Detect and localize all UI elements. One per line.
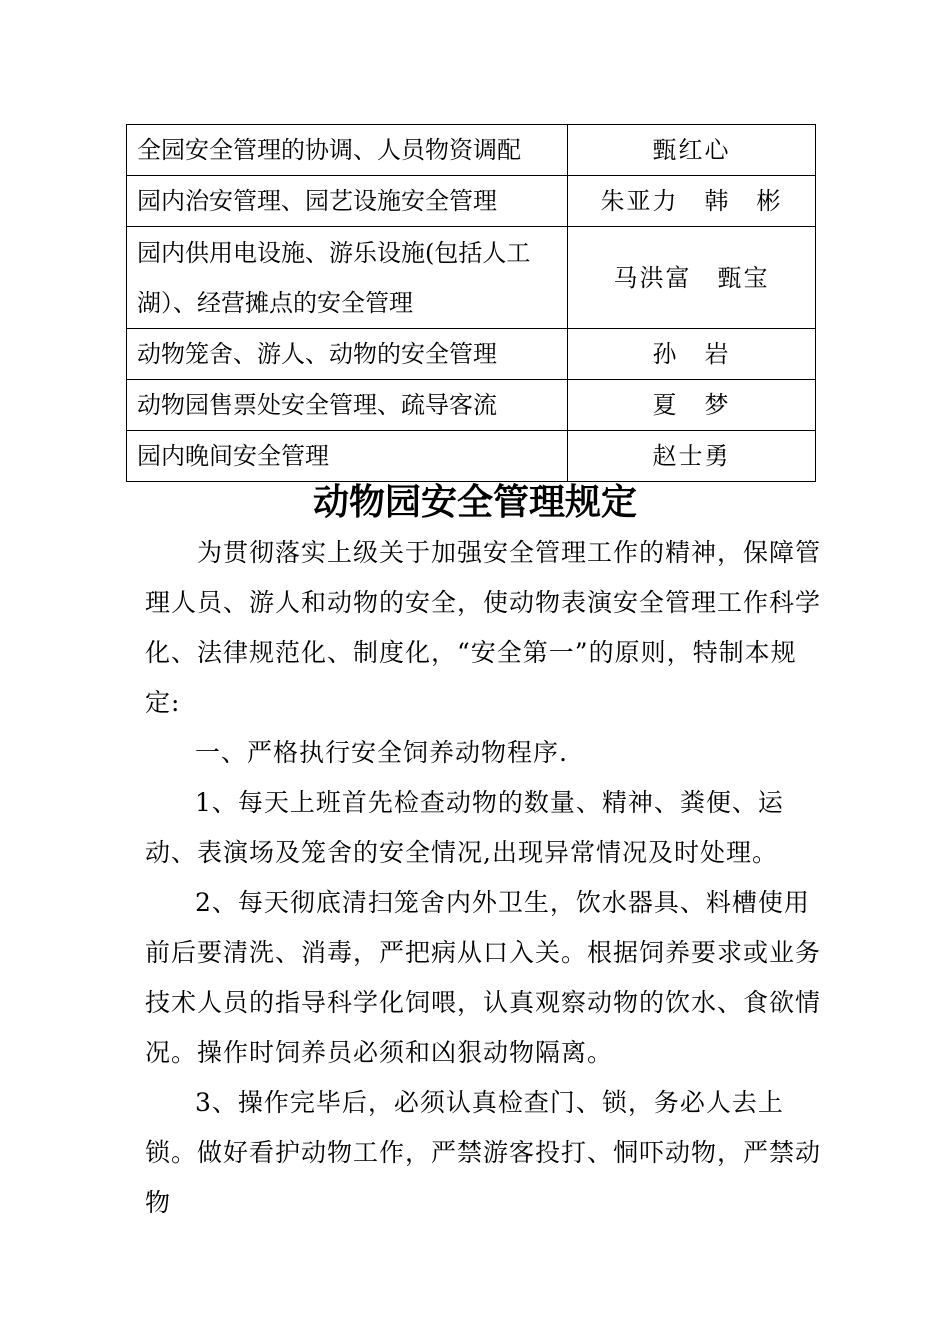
person-cell: 夏 梦 xyxy=(568,380,816,431)
person-cell: 甄红心 xyxy=(568,125,816,176)
table-row xyxy=(127,431,816,482)
task-cell: 园内治安管理、园艺设施安全管理 xyxy=(127,176,568,227)
task-cell: 全园安全管理的协调、人员物资调配 xyxy=(127,125,568,176)
document-body xyxy=(145,528,825,1228)
table-row xyxy=(127,176,816,227)
duty-assignment-table xyxy=(126,124,816,482)
task-cell: 园内晚间安全管理 xyxy=(127,431,568,482)
table-row xyxy=(127,380,816,431)
table-row xyxy=(127,125,816,176)
person-cell: 赵士勇 xyxy=(568,431,816,482)
task-cell: 动物园售票处安全管理、疏导客流 xyxy=(127,380,568,431)
paragraph: 2、每天彻底清扫笼舍内外卫生，饮水器具、料槽使用前后要清洗、消毒，严把病从口入关。根据饲养要求或业务技术人员的指导科学化饲喂，认真观察动物的饮水、食欲情况。操作时饲养员必须和凶狠动物隔离。 xyxy=(145,888,822,1067)
task-cell: 园内供用电设施、游乐设施(包括人工湖）、经营摊点的安全管理 xyxy=(127,227,568,329)
person-cell: 朱亚力 韩 彬 xyxy=(568,176,816,227)
table-row xyxy=(127,227,816,329)
person-cell: 马洪富 甄宝 xyxy=(568,227,816,329)
document-title: 动物园安全管理规定 xyxy=(312,482,637,523)
paragraph: 一、严格执行安全饲养动物程序. xyxy=(195,738,568,767)
table-row xyxy=(127,329,816,380)
person-cell: 孙 岩 xyxy=(568,329,816,380)
paragraph: 3、操作完毕后，必须认真检查门、锁，务必人去上锁。做好看护动物工作，严禁游客投打、恫吓动物，严禁动物 xyxy=(145,1088,822,1217)
paragraph: 为贯彻落实上级关于加强安全管理工作的精神，保障管理人员、游人和动物的安全，使动物表演安全管理工作科学化、法律规范化、制度化，“安全第一”的原则，特制本规定: xyxy=(145,538,822,717)
paragraph: 1、每天上班首先检查动物的数量、精神、粪便、运动、表演场及笼舍的安全情况,出现异常情况及时处理。 xyxy=(145,788,784,867)
task-cell: 动物笼舍、游人、动物的安全管理 xyxy=(127,329,568,380)
